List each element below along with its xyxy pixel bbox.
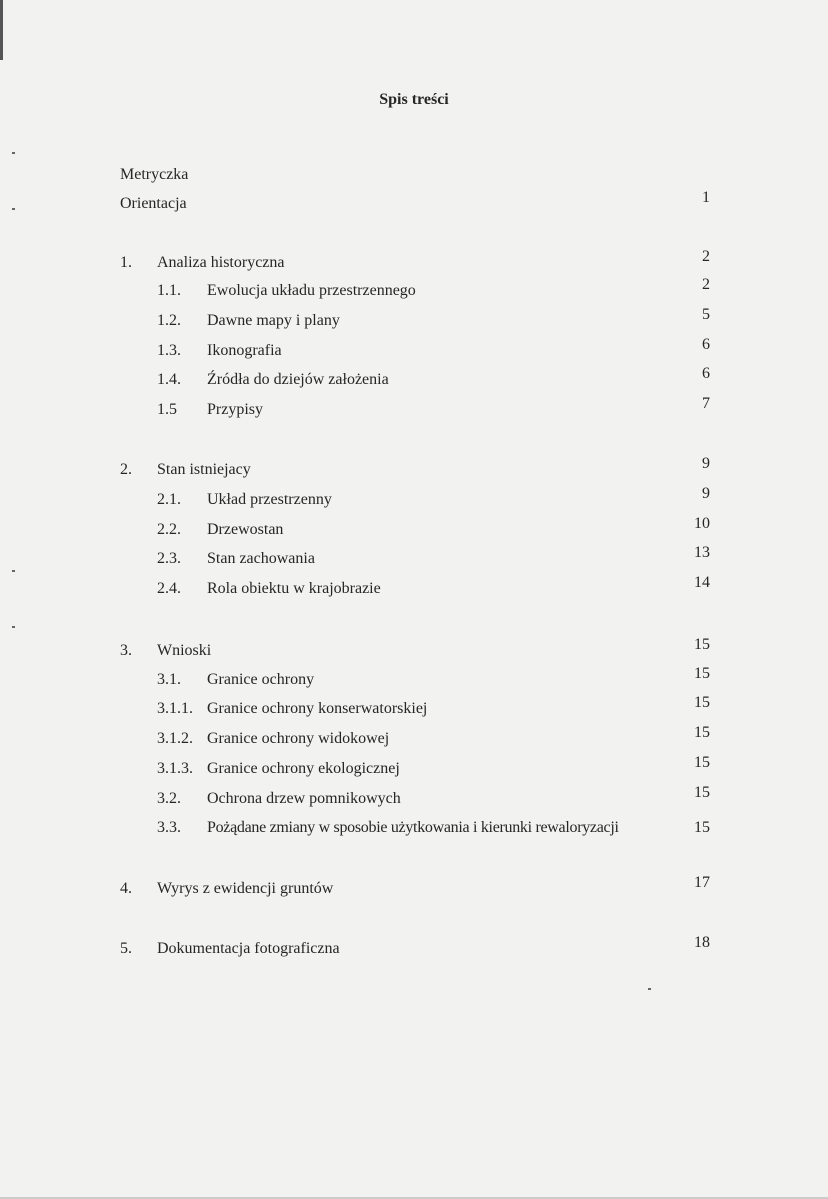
toc-label: Przypisy	[207, 401, 263, 418]
toc-number: 3.1.3.	[157, 760, 193, 777]
toc-label: Wyrys z ewidencji gruntów	[157, 880, 334, 897]
toc-page: 6	[702, 336, 710, 353]
toc-number: 3.	[120, 642, 132, 659]
toc-entry	[0, 336, 828, 361]
toc-page: 15	[694, 694, 710, 711]
scan-speck	[12, 152, 15, 154]
scan-speck	[648, 988, 651, 990]
toc-number: 1.3.	[157, 342, 181, 359]
scan-speck	[12, 626, 15, 628]
toc-number: 2.1.	[157, 491, 181, 508]
toc-number: 3.3.	[157, 819, 181, 836]
toc-page: 6	[702, 365, 710, 382]
toc-entry	[0, 724, 828, 749]
toc-entry	[0, 818, 828, 838]
toc-label: Metryczka	[120, 166, 189, 183]
toc-page: 13	[694, 544, 710, 561]
toc-label: Drzewostan	[207, 521, 284, 538]
toc-number: 3.1.1.	[157, 700, 193, 717]
toc-page: 18	[694, 934, 710, 951]
toc-entry	[0, 784, 828, 809]
toc-number: 1.2.	[157, 312, 181, 329]
toc-entry	[0, 544, 828, 569]
toc-number: 5.	[120, 940, 132, 957]
toc-number: 3.1.2.	[157, 730, 193, 747]
toc-entry	[0, 874, 828, 899]
toc-label: Dawne mapy i plany	[207, 312, 340, 329]
toc-entry	[0, 515, 828, 540]
toc-label: Granice ochrony	[207, 671, 315, 688]
toc-number: 2.2.	[157, 521, 181, 538]
toc-label: Ikonografia	[207, 342, 282, 359]
toc-label: Ewolucja układu przestrzennego	[207, 282, 416, 299]
toc-number: 1.1.	[157, 282, 181, 299]
toc-number: 1.4.	[157, 371, 181, 388]
toc-entry	[0, 165, 828, 185]
toc-page: 1	[702, 189, 710, 206]
toc-page: 15	[694, 724, 710, 741]
toc-label: Wnioski	[157, 642, 212, 659]
toc-number: 3.2.	[157, 790, 181, 807]
toc-entry	[0, 934, 828, 959]
toc-entry	[0, 248, 828, 273]
toc-label: Pożądane zmiany w sposobie użytkowania i kierunki rewaloryzacji	[207, 819, 619, 836]
toc-page: 17	[694, 874, 710, 891]
toc-label: Układ przestrzenny	[207, 491, 332, 508]
toc-page: 5	[702, 306, 710, 323]
toc-entry	[0, 636, 828, 661]
toc-entry	[0, 574, 828, 599]
toc-number: 1.	[120, 254, 132, 271]
toc-entry	[0, 365, 828, 390]
toc-number: 3.1.	[157, 671, 181, 688]
toc-page: 15	[694, 636, 710, 653]
toc-label: Stan zachowania	[207, 550, 315, 567]
toc-page: 9	[702, 455, 710, 472]
toc-label: Źródła do dziejów założenia	[207, 371, 389, 388]
toc-page: 15	[694, 784, 710, 801]
scan-edge	[0, 0, 3, 60]
toc-number: 2.	[120, 461, 132, 478]
toc-page: 2	[702, 248, 710, 265]
toc-entry	[0, 395, 828, 420]
toc-label: Dokumentacja fotograficzna	[157, 940, 340, 957]
toc-label: Stan istniejacy	[157, 461, 251, 478]
page-title: Spis treści	[379, 91, 449, 108]
toc-label: Ochrona drzew pomnikowych	[207, 790, 401, 807]
toc-page: 14	[694, 574, 710, 591]
toc-label: Granice ochrony ekologicznej	[207, 760, 400, 777]
toc-label: Rola obiektu w krajobrazie	[207, 580, 381, 597]
toc-page: 10	[694, 515, 710, 532]
toc-page: 9	[702, 485, 710, 502]
toc-entry	[0, 694, 828, 719]
toc-page: 7	[702, 395, 710, 412]
toc-label: Granice ochrony konserwatorskiej	[207, 700, 428, 717]
toc-label: Orientacja	[120, 195, 187, 212]
toc-label: Granice ochrony widokowej	[207, 730, 390, 747]
toc-number: 2.4.	[157, 580, 181, 597]
toc-entry	[0, 276, 828, 301]
toc-page: 2	[702, 276, 710, 293]
toc-entry	[0, 455, 828, 480]
toc-number: 1.5	[157, 401, 177, 418]
toc-entry	[0, 189, 828, 214]
toc-label: Analiza historyczna	[157, 254, 285, 271]
toc-number: 4.	[120, 880, 132, 897]
toc-entry	[0, 754, 828, 779]
toc-page: 15	[694, 665, 710, 682]
toc-number: 2.3.	[157, 550, 181, 567]
toc-entry	[0, 485, 828, 510]
toc-page: 15	[694, 819, 710, 836]
toc-entry	[0, 306, 828, 331]
scan-speck	[12, 570, 15, 572]
toc-page: 15	[694, 754, 710, 771]
toc-entry	[0, 665, 828, 690]
